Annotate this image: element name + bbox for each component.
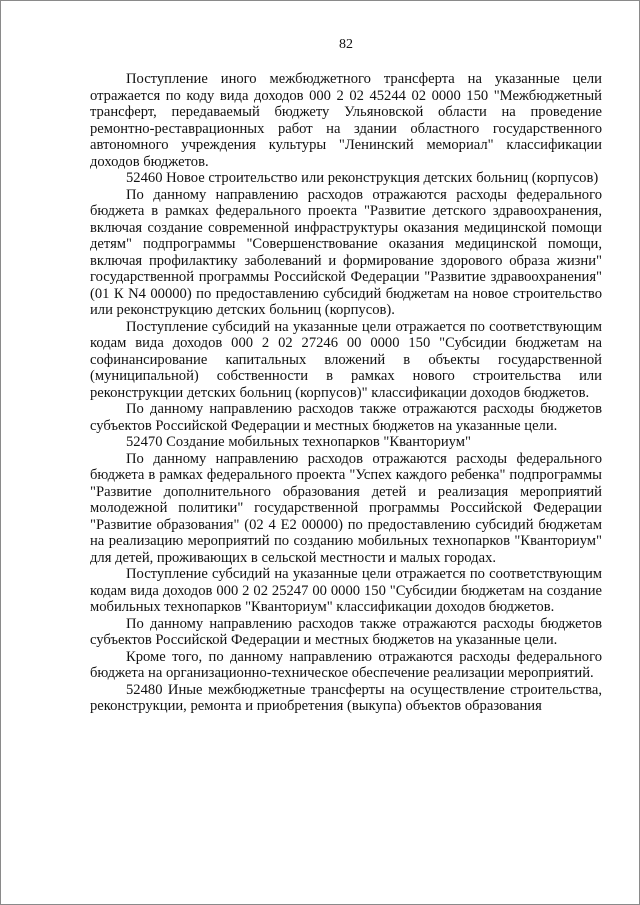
paragraph-3: По данному направлению расходов отражаются расходы федерального бюджета в рамках федерального проекта "Развитие детского здравоохранения, включая создание современной инфраструктуры оказания медицинской помощи детям" подпрограммы "Совершенствование оказания медицинской помощи, включая профилактику заболеваний и формирование здорового образа жизни" государственной программы Российской Федерации "Развитие здравоохранения" (01 К N4 00000) по предоставлению субсидий бюджетам на новое строительство или реконструкцию детских больниц (корпусов). [90, 186, 602, 318]
section-heading-52460: 52460 Новое строительство или реконструкция детских больниц (корпусов) [126, 170, 599, 186]
paragraph-1: Поступление иного межбюджетного трансферта на указанные цели отражается по коду вида доходов 000 2 02 45244 02 0000 150 "Межбюджетный трансферт, передаваемый бюджету Ульяновской области на проведение ремонтно-реставрационных работ на здании областного государственного автономного учреждения культуры "Ленинский мемориал" классификации доходов бюджетов. [90, 71, 602, 170]
paragraph-5: По данному направлению расходов также отражаются расходы бюджетов субъектов Российской Федерации и местных бюджетов на указанные цели. [90, 401, 602, 434]
paragraph-9: По данному направлению расходов также отражаются расходы бюджетов субъектов Российской Федерации и местных бюджетов на указанные цели. [90, 615, 602, 648]
paragraph-7: По данному направлению расходов отражаются расходы федерального бюджета в рамках федерального проекта "Успех каждого ребенка" подпрограммы "Развитие дополнительного образования детей и реализация мероприятий молодежной политики" государственной программы Российской Федерации "Развитие образования" (02 4 Е2 00000) по предоставлению субсидий бюджетам на реализацию мероприятий по созданию мобильных технопарков "Кванториум" для детей, проживающих в сельской местности и малых городах. [90, 450, 602, 566]
paragraph-8: Поступление субсидий на указанные цели отражается по соответствующим кодам вида доходов 000 2 02 25247 00 0000 150 "Субсидии бюджетам на создание мобильных технопарков "Кванториум" классификации доходов бюджетов. [90, 566, 602, 615]
paragraph-10: Кроме того, по данному направлению отражаются расходы федерального бюджета на организационно-техническое обеспечение реализации мероприятий. [90, 648, 602, 681]
page-number: 82 [339, 37, 353, 52]
section-heading-52470: 52470 Создание мобильных технопарков "Кванториум" [126, 434, 471, 450]
paragraph-4: Поступление субсидий на указанные цели отражается по соответствующим кодам вида доходов 000 2 02 27246 00 0000 150 "Субсидии бюджетам на софинансирование капитальных вложений в объекты государственной (муниципальной) собственности в рамках нового строительства или реконструкции детских больниц (корпусов)" классификации доходов бюджетов. [90, 318, 602, 401]
document-body [90, 71, 602, 715]
section-heading-52480: 52480 Иные межбюджетные трансферты на осуществление строительства, реконструкции, ремонта и приобретения (выкупа) объектов образования [90, 681, 602, 714]
